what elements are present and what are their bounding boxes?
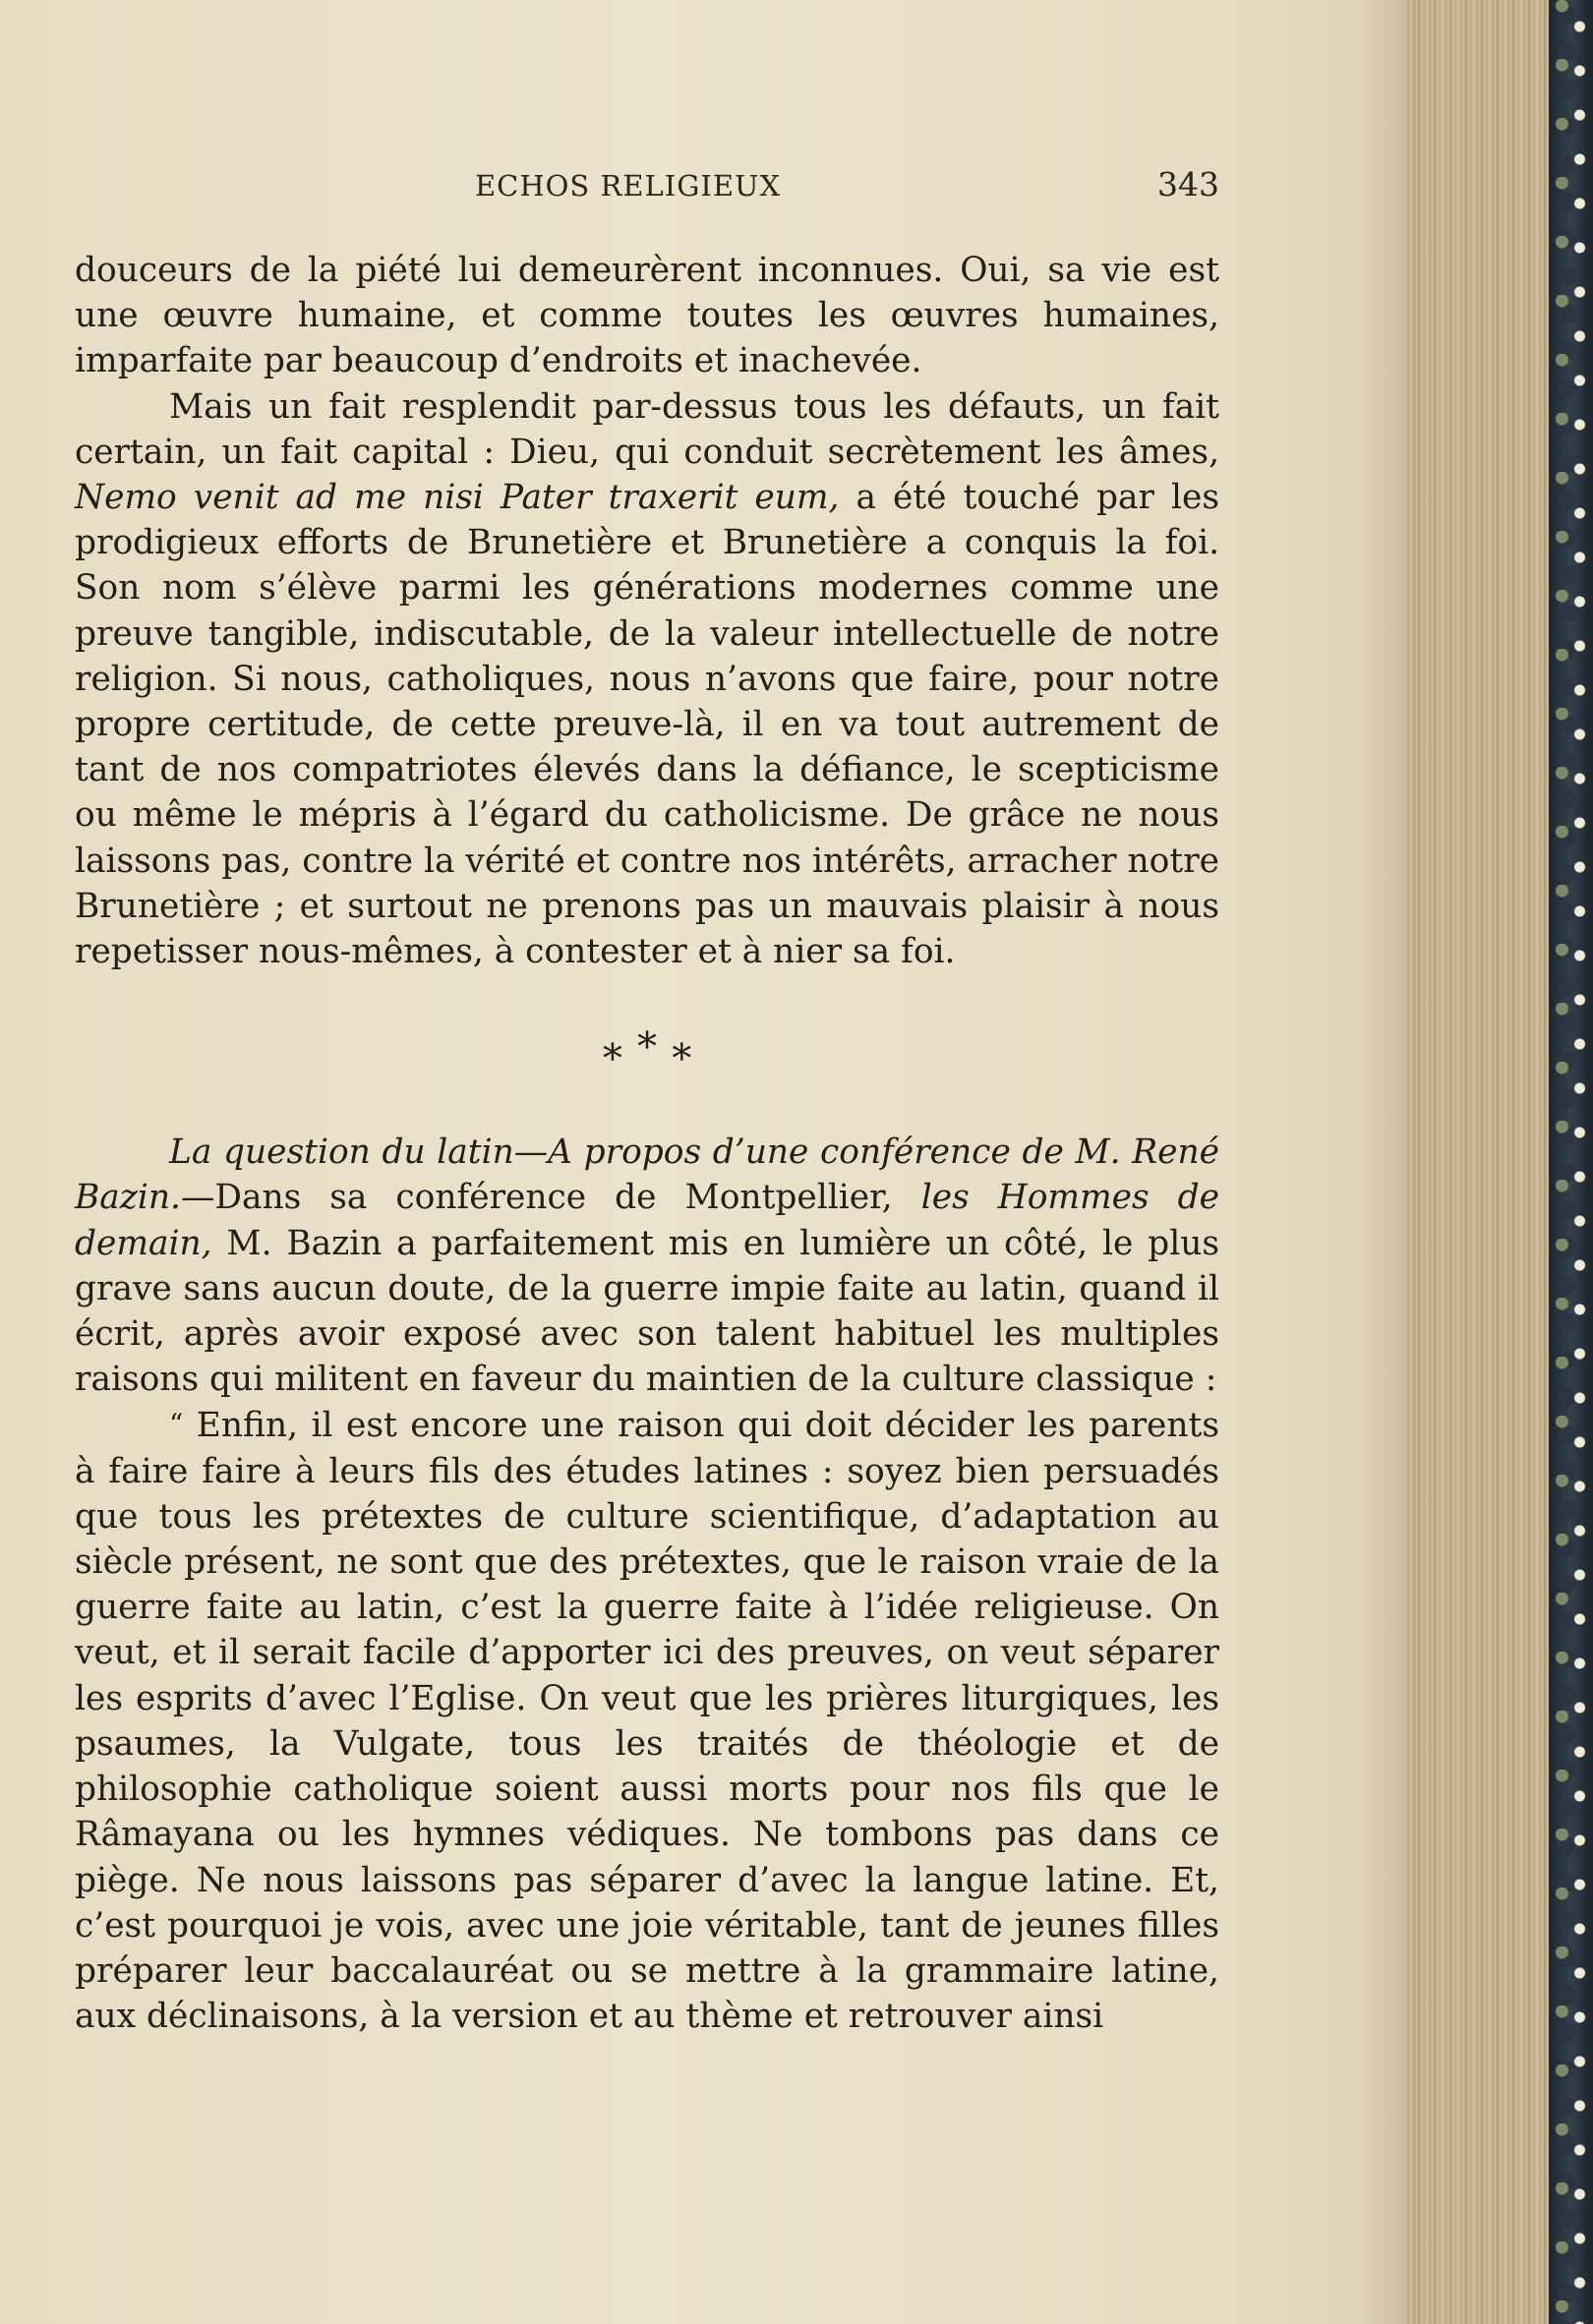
- page-edges: [1406, 0, 1554, 2324]
- page-number: 343: [1157, 165, 1219, 203]
- paragraph-2-text-after: a été touché par les prodigieux efforts de Brunetière et Brunetière a conquis la foi. Son nom s’élève parmi les générations modernes comme une preuve tangible, indiscutable, de la valeur intellectuelle de notre religion. Si nous, catholiques, nous n’avons que faire, pour notre propre certitude, de cette preuve-là, il en va tout autrement de tant de nos compatriotes élevés dans la défiance, le scepticisme ou même le mépris à l’égard du catholicisme. De grâce ne nous laissons pas, contre la vérité et contre nos intérêts, arracher notre Brunetière ; et surtout ne prenons pas un mauvais plaisir à nous repetisser nous-mêmes, à contester et à nier sa foi.: [75, 478, 1219, 972]
- paragraph-2-text-before: Mais un fait resplendit par-dessus tous les défauts, un fait certain, un fait capital : Dieu, qui conduit secrètement les âmes,: [75, 386, 1219, 472]
- paragraph-4: [75, 1402, 1219, 2039]
- paragraph-1-text: douceurs de la piété lui demeurèrent inconnues. Oui, sa vie est une œuvre humaine, et comme toutes les œuvres humaines, imparfaite par beaucoup d’endroits et inachevée.: [75, 251, 1219, 381]
- marbled-edge: [1549, 0, 1593, 2324]
- paragraph-3-text-2: M. Bazin a parfaitement mis en lumière un côté, le plus grave sans aucun doute, de la guerre impie faite au latin, quand il écrit, après avoir exposé avec son talent habituel les multiples raisons qui militent en faveur du maintien de la culture classique :: [75, 1223, 1219, 1400]
- section-separator: [75, 1017, 1219, 1078]
- page-header: [75, 165, 1219, 208]
- asterisk-icon: ∗: [599, 1028, 626, 1075]
- latin-quote: Nemo venit ad me nisi Pater traxerit eum,: [75, 478, 840, 518]
- running-title: ECHOS RELIGIEUX: [475, 169, 782, 203]
- paragraph-4-text: Enfin, il est encore une raison qui doit décider les parents à faire faire à leurs fils des études latines : soyez bien persuadés que tous les prétextes de culture scientifique, d’adaptation au siècle présent, ne sont que des prétextes, que le raison vraie de la guerre faite au latin, c’est la guerre faite à l’idée religieuse. On veut, et il serait facile d’apporter ici des preuves, on veut séparer les esprits d’avec l’Eglise. On veut que les prières liturgiques, les psaumes, la Vulgate, tous les traités de théologie et de philosophie catholique soient aussi morts pour nos fils que le Râmayana ou les hymnes védiques. Ne tombons pas dans ce piège. Ne nous laissons pas séparer d’avec la langue latine. Et, c’est pourquoi je vois, avec une joie véritable, tant de jeunes filles préparer leur baccalauréat ou se mettre à la grammaire latine, aux déclinaisons, à la version et au thème et retrouver ainsi: [75, 1406, 1219, 2037]
- paragraph-3: [75, 1130, 1219, 1402]
- paragraph-2: [75, 384, 1219, 975]
- asterisk-icon: ∗: [668, 1028, 695, 1075]
- asterisk-icon: ∗: [633, 1017, 661, 1063]
- paragraph-3-text-1: —Dans sa conférence de Montpellier,: [180, 1178, 921, 1218]
- opening-quote-mark: “: [169, 1408, 184, 1441]
- body-text: [75, 248, 1219, 2039]
- work-title: les Hommes de demain,: [75, 1178, 1220, 1263]
- section-title: La question du latin—A propos d’une conférence de M. René Bazin.: [75, 1133, 1219, 1218]
- paragraph-1: [75, 248, 1219, 384]
